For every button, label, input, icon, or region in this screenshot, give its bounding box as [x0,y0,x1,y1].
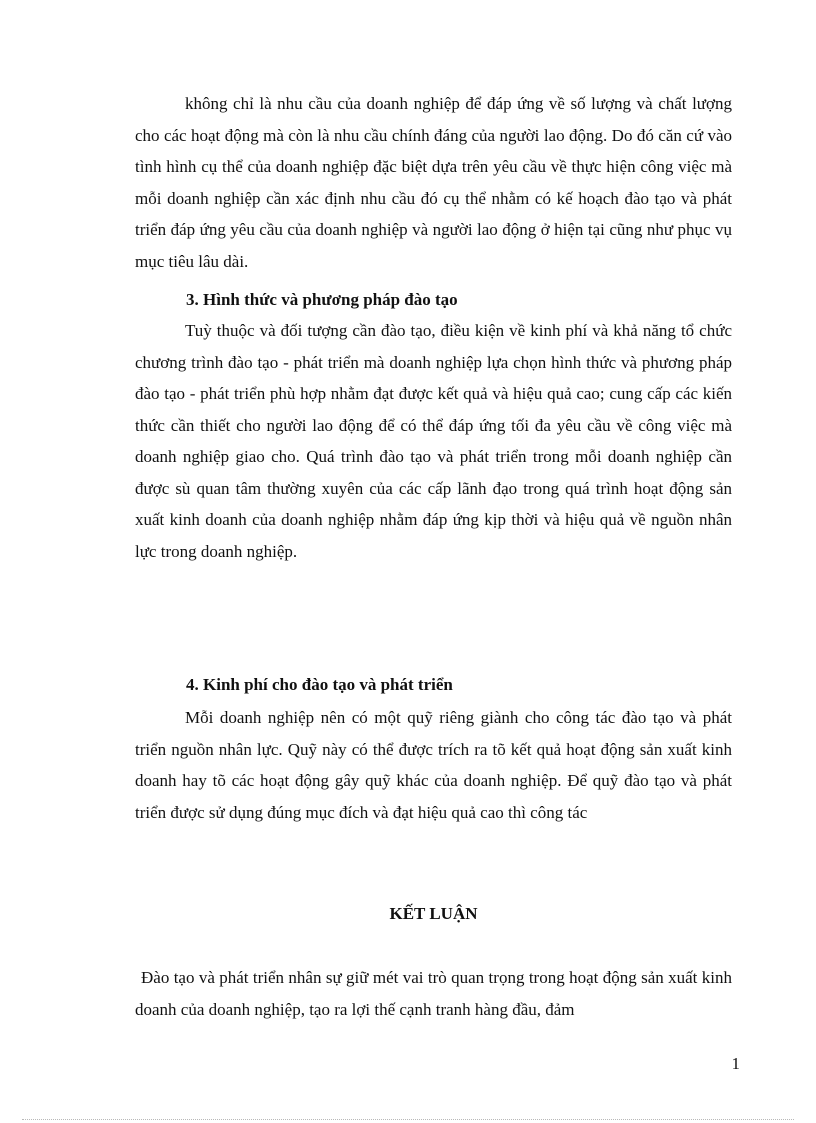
page-number: 1 [731,1054,740,1073]
paragraph-training-methods: Tuỳ thuộc và đối tượng cần đào tạo, điều kiện về kinh phí và khả năng tổ chức chương trình đào tạo - phát triển mà doanh nghiệp lựa chọn hình thức và phương pháp đào tạo - phát triển phù hợp nhằm đạt được kết quả và hiệu quả cao; cung cấp các kiến thức cần thiết cho người lao động để có thể đáp ứng tối đa yêu cầu về công việc mà doanh nghiệp giao cho. Quá trình đào tạo và phát triển trong mỗi doanh nghiệp cần được sù quan tâm thường xuyên của các cấp lãnh đạo trong quá trình hoạt động sản xuất kinh doanh của doanh nghiệp nhằm đáp ứng kịp thời và hiệu quả về nguồn nhân lực trong doanh nghiệp. [135,321,732,561]
page-bottom-divider [22,1119,794,1120]
paragraph-conclusion: Đào tạo và phát triển nhân sự giữ mét vai trò quan trọng trong hoạt động sản xuất kinh doanh của doanh nghiệp, tạo ra lợi thế cạnh tranh hàng đầu, đảm [135,968,732,1019]
paragraph-training-needs: không chỉ là nhu cầu của doanh nghiệp để đáp ứng về số lượng và chất lượng cho các hoạt động mà còn là nhu cầu chính đáng của người lao động. Do đó căn cứ vào tình hình cụ thể của doanh nghiệp đặc biệt dựa trên yêu cầu về thực hiện công việc mà mỗi doanh nghiệp cần xác định nhu cầu đó cụ thể nhằm có kế hoạch đào tạo và phát triển đáp ứng yêu cầu của doanh nghiệp và người lao động ở hiện tại cũng như phục vụ mục tiêu lâu dài. [135,94,732,271]
section-heading-training-methods: 3. Hình thức và phương pháp đào tạo [186,290,458,309]
paragraph-training-budget: Mỗi doanh nghiệp nên có một quỹ riêng giành cho công tác đào tạo và phát triển nguồn nhân lực. Quỹ này có thể được trích ra tõ kết quả hoạt động sản xuất kinh doanh hay tõ các hoạt động gây quỹ khác của doanh nghiệp. Để quỹ đào tạo và phát triển được sử dụng đúng mục đích và đạt hiệu quả cao thì công tác [135,708,732,822]
conclusion-title: KẾT LUẬN [389,904,478,923]
section-heading-training-budget: 4. Kinh phí cho đào tạo và phát triển [186,675,453,694]
